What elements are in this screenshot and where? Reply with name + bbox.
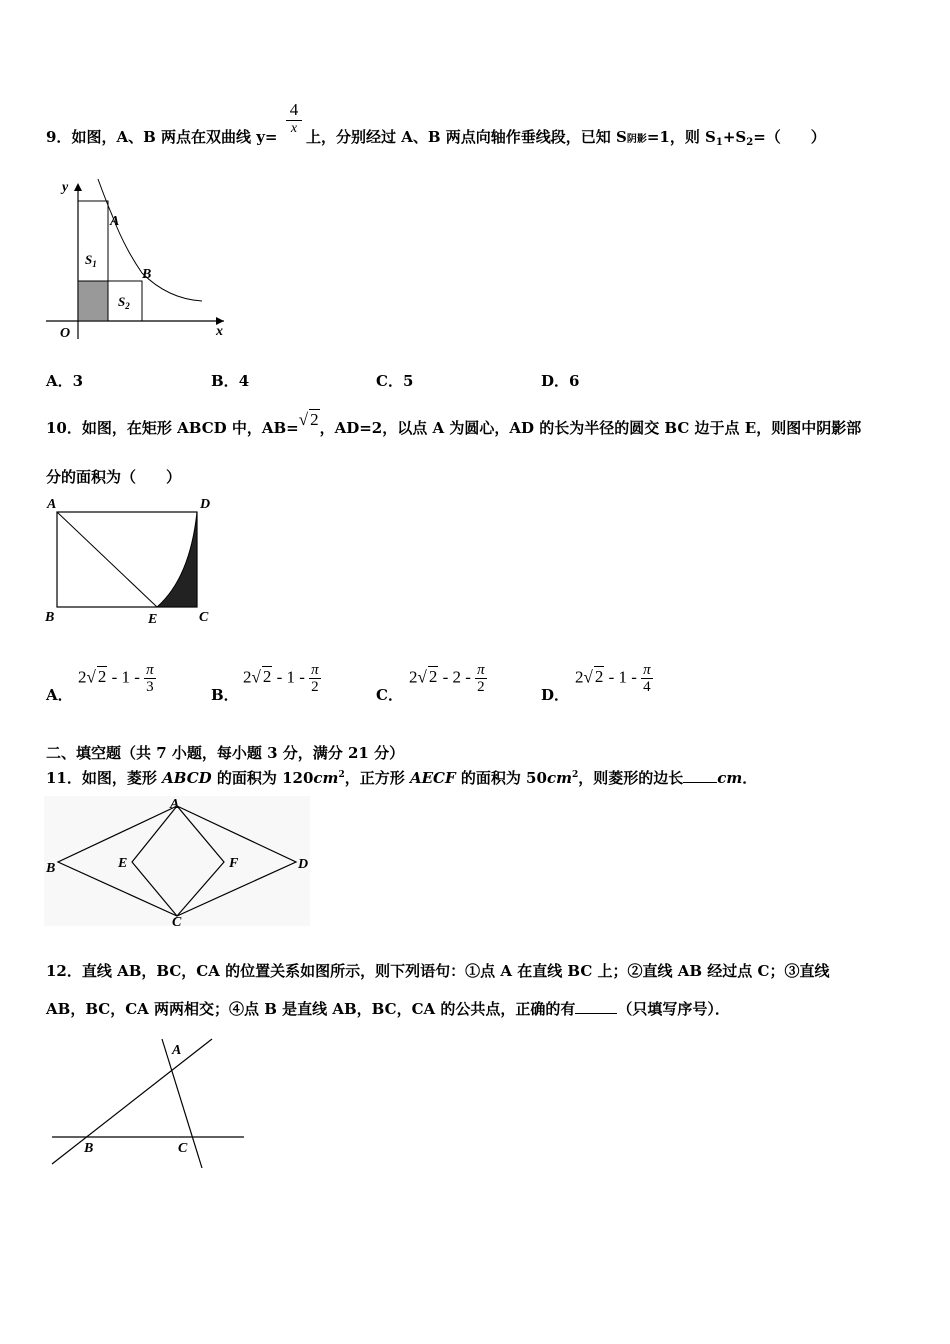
q10-option-b-letter[interactable]: B． xyxy=(211,686,239,704)
q11-label-a: A xyxy=(170,797,180,812)
q9-frac-num: 4 xyxy=(286,100,302,121)
q9-stem-rest xyxy=(306,126,826,148)
q10-label-b: B xyxy=(45,610,55,625)
q11-figure-bg xyxy=(44,796,310,926)
q9-shade-sub: 阴影 xyxy=(626,134,647,145)
q10-figure xyxy=(42,493,222,628)
q11-label-e: E xyxy=(118,856,128,871)
q11-stem: 11．如图，菱形 ABCD 的面积为 $120cm^2$，正方形 AECF 的面积为 $50cm^2$，则菱形的边长 cm． xyxy=(46,769,758,787)
q9-y-arrow xyxy=(74,183,82,191)
q10-sqrt: √ 2 xyxy=(298,410,319,429)
q9-label-x: x xyxy=(216,324,223,339)
q11-label-c: C xyxy=(172,915,182,928)
q9-tail: =（ ） xyxy=(753,128,826,146)
q10-label-c: C xyxy=(199,610,209,625)
q9-shaded-rect xyxy=(78,281,108,321)
q9-label-s2: $S_2$ xyxy=(118,294,130,311)
q12-stem-line1: 12．直线 AB，BC，CA 的位置关系如图所示，则下列语句：①点 A 在直线 BC 上；②直线 AB 经过点 C；③直线 xyxy=(46,962,830,980)
q11-answer-blank[interactable] xyxy=(683,782,717,783)
q9-text-after2: =1，则 S xyxy=(646,128,716,146)
q10-number: 10． xyxy=(46,419,82,437)
q9-label-b: B xyxy=(142,267,152,282)
q10-shaded-region xyxy=(157,512,197,607)
q9-plus: +S xyxy=(722,128,747,146)
q9-hyperbola xyxy=(98,179,202,301)
q10-stem-line1 xyxy=(46,410,862,438)
q10-label-d: D xyxy=(200,497,211,512)
q9-label-s1: $S_1$ xyxy=(85,252,97,269)
q9-sub2: 2 xyxy=(746,137,754,148)
q9-text-after: 上，分别经过 A、B 两点向轴作垂线段，已知 S xyxy=(306,128,627,146)
q11-figure xyxy=(44,796,312,928)
q10-option-d-letter[interactable]: D． xyxy=(541,686,570,704)
q9-label-a: A xyxy=(110,214,120,229)
q10-option-b-expr[interactable]: 2√ 2 - 1 - $\frac{\pi}{2}$ xyxy=(243,662,319,695)
q12-label-c: C xyxy=(178,1141,188,1156)
q9-label-o: O xyxy=(60,326,71,341)
q10-option-c-expr[interactable]: 2√ 2 - 2 - $\frac{\pi}{2}$ xyxy=(409,662,485,695)
q9-stem xyxy=(46,126,277,147)
q10-option-d-expr[interactable]: 2√ 2 - 1 - $\frac{\pi}{4}$ xyxy=(575,662,651,695)
q10-option-a-letter[interactable]: A． xyxy=(46,686,73,704)
q10-text2: ，AD=2，以点 A 为圆心，AD 的长为半径的圆交 BC 边于点 E，则图中阴影部 xyxy=(319,419,862,437)
q10-label-a: A xyxy=(47,497,57,512)
q12-label-a: A xyxy=(172,1043,182,1058)
q10-text1: 如图，在矩形 ABCD 中，AB= xyxy=(81,419,299,437)
q9-figure xyxy=(40,175,240,345)
q9-option-a[interactable]: A．3 xyxy=(46,372,84,390)
q12-figure xyxy=(46,1034,246,1174)
q9-option-c[interactable]: C．5 xyxy=(376,372,414,390)
q11-label-d: D xyxy=(298,857,309,872)
q11-label-b: B xyxy=(46,861,56,876)
q10-option-c-letter[interactable]: C． xyxy=(376,686,403,704)
q9-frac-den: x xyxy=(290,121,298,136)
q9-fraction xyxy=(286,100,302,137)
q12-answer-blank[interactable] xyxy=(575,1013,617,1014)
q12-line-ab xyxy=(52,1039,212,1164)
q12-stem-line2: AB，BC，CA 两两相交；④点 B 是直线 AB，BC，CA 的公共点，正确的有 （只填写序号）． xyxy=(46,1000,730,1018)
section-2-title: 二、填空题（共 7 小题，每小题 3 分，满分 21 分） xyxy=(46,744,405,762)
q11-label-f: F xyxy=(229,856,239,871)
q9-option-d[interactable]: D．6 xyxy=(541,372,580,390)
q10-label-e: E xyxy=(148,612,158,627)
q10-option-a-expr[interactable]: 2√ 2 - 1 - $\frac{\pi}{3}$ xyxy=(78,662,154,695)
q10-stem-line2: 分的面积为（ ） xyxy=(46,468,182,486)
q9-label-y: y xyxy=(62,180,69,195)
q12-label-b: B xyxy=(84,1141,94,1156)
q9-number: 9． xyxy=(46,128,72,146)
q10-segment-ae xyxy=(57,512,157,607)
q9-option-b[interactable]: B．4 xyxy=(211,372,250,390)
q9-sub1: 1 xyxy=(715,137,723,148)
q9-text-before: 如图，A、B 两点在双曲线 y= xyxy=(71,128,278,146)
